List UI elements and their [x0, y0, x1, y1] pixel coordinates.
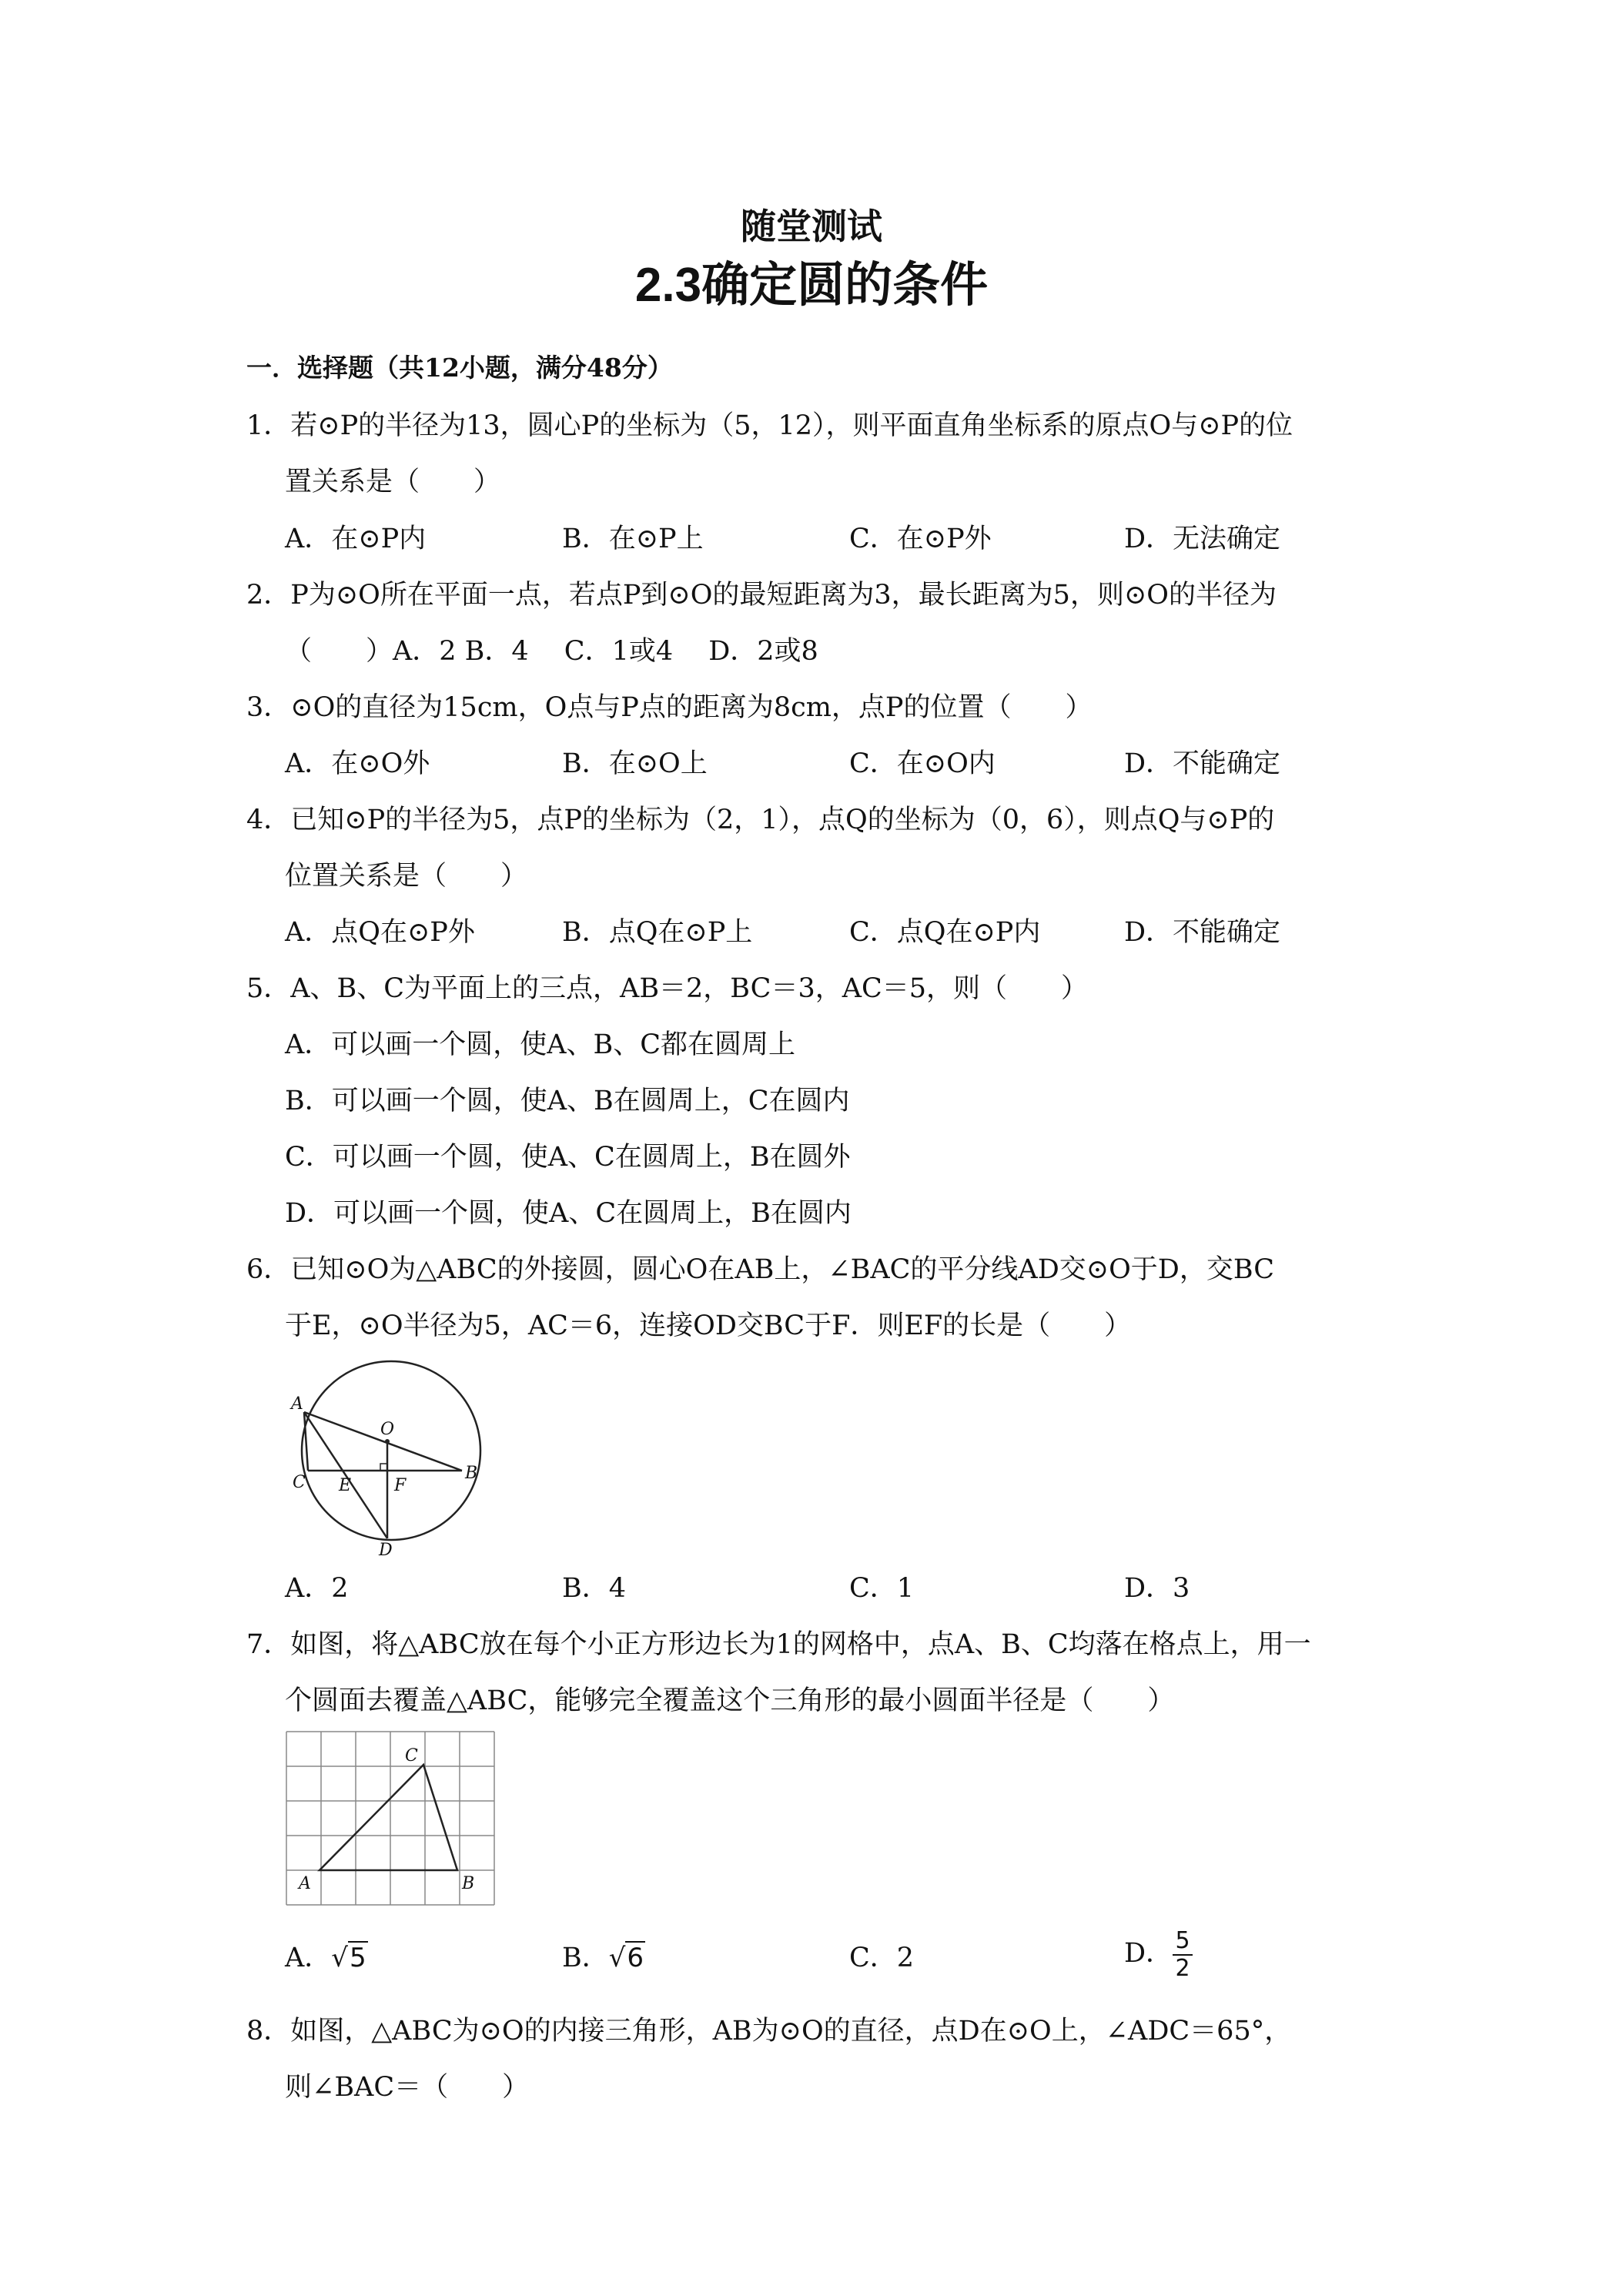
- question-4-option-d: D．不能确定: [1124, 917, 1281, 948]
- question-7-option-c: C．2: [849, 1943, 915, 1973]
- question-2-line-1: 2．P为⊙O所在平面一点，若点P到⊙O的最短距离为3，最长距离为5，则⊙O的半径为: [246, 580, 1277, 611]
- sqrt-5-radicand: 5: [349, 1943, 366, 1973]
- question-3-option-b: B．在⊙O上: [562, 748, 708, 779]
- label-a: A: [291, 1394, 303, 1414]
- sqrt-5: √5: [331, 1943, 366, 1973]
- question-4-option-c: C．点Q在⊙P内: [849, 917, 1041, 948]
- fraction-5-2: [1173, 1929, 1193, 1980]
- question-6-option-c: C．1: [849, 1573, 915, 1604]
- question-8-line-1: 8．如图，△ABC为⊙O的内接三角形，AB为⊙O的直径，点D在⊙O上，∠ADC＝65°，: [246, 2016, 1292, 2047]
- label-e: E: [339, 1476, 352, 1495]
- question-5-option-b: B．可以画一个圆，使A、B在圆周上，C在圆内: [285, 1086, 850, 1116]
- question-5-option-a: A．可以画一个圆，使A、B、C都在圆周上: [285, 1029, 796, 1060]
- segment-ad: [304, 1412, 387, 1538]
- option-a-label: A．: [285, 1943, 332, 1973]
- label-d: D: [379, 1541, 393, 1560]
- question-7-option-d: [1124, 1929, 1193, 1980]
- question-6-option-a: A．2: [285, 1573, 349, 1604]
- question-3-option-c: C．在⊙O内: [849, 748, 996, 779]
- sqrt-6-radicand: 6: [627, 1943, 644, 1973]
- question-1-option-c: C．在⊙P外: [849, 524, 992, 554]
- question-1-option-a: A．在⊙P内: [285, 524, 427, 554]
- question-6-option-d: D．3: [1124, 1573, 1190, 1604]
- fraction-numerator: 5: [1175, 1927, 1190, 1954]
- question-3-option-a: A．在⊙O外: [285, 748, 430, 779]
- question-1-line-1: 1．若⊙P的半径为13，圆心P的坐标为（5，12），则平面直角坐标系的原点O与⊙P的位: [246, 410, 1293, 441]
- question-8-line-2: 则∠BAC＝（ ）: [285, 2072, 530, 2103]
- question-4-option-b: B．点Q在⊙P上: [562, 917, 753, 948]
- page-title: 2.3确定圆的条件: [634, 259, 989, 312]
- label-f: F: [394, 1476, 407, 1495]
- label-c: C: [293, 1473, 306, 1492]
- sqrt-6: √6: [608, 1943, 644, 1973]
- question-7-line-1: 7．如图，将△ABC放在每个小正方形边长为1的网格中，点A、B、C均落在格点上，用一: [246, 1629, 1311, 1660]
- question-4-option-a: A．点Q在⊙P外: [285, 917, 475, 948]
- question-4-line-2: 位置关系是（ ）: [285, 861, 528, 892]
- question-6-option-b: B．4: [562, 1573, 626, 1604]
- label-a: A: [299, 1874, 311, 1893]
- grid-figure: [285, 1730, 494, 1909]
- question-6-line-1: 6．已知⊙O为△ABC的外接圆，圆心O在AB上，∠BAC的平分线AD交⊙O于D，交BC: [246, 1254, 1274, 1285]
- question-3-option-d: D．不能确定: [1124, 748, 1281, 779]
- section-heading: 一．选择题（共12小题，满分48分）: [246, 353, 673, 383]
- question-5-line-1: 5．A、B、C为平面上的三点，AB＝2，BC＝3，AC＝5，则（ ）: [246, 973, 1089, 1004]
- label-o: O: [380, 1420, 395, 1439]
- triangle-abc: [320, 1765, 457, 1870]
- question-7-line-2: 个圆面去覆盖△ABC，能够完全覆盖这个三角形的最小圆面半径是（ ）: [285, 1685, 1175, 1716]
- label-b: B: [462, 1874, 475, 1893]
- question-5-option-d: D．可以画一个圆，使A、C在圆周上，B在圆内: [285, 1198, 852, 1229]
- option-b-label: B．: [562, 1943, 609, 1973]
- fraction-denominator: 2: [1175, 1954, 1190, 1982]
- question-6-line-2: 于E，⊙O半径为5，AC＝6，连接OD交BC于F．则EF的长是（ ）: [285, 1310, 1132, 1341]
- question-7-option-b: [562, 1936, 645, 1975]
- option-d-label: D．: [1124, 1938, 1173, 1969]
- question-1-line-2: 置关系是（ ）: [285, 467, 501, 497]
- center-point: [385, 1439, 390, 1444]
- right-angle-mark: [380, 1464, 387, 1471]
- question-5-option-c: C．可以画一个圆，使A、C在圆周上，B在圆外: [285, 1142, 851, 1173]
- page-supertitle: 随堂测试: [741, 206, 882, 247]
- label-c: C: [405, 1746, 418, 1766]
- question-3-line-1: 3．⊙O的直径为15cm，O点与P点的距离为8cm，点P的位置（ ）: [246, 692, 1093, 723]
- circle-figure: [285, 1357, 493, 1560]
- question-1-option-b: B．在⊙P上: [562, 524, 704, 554]
- question-2-line-2: （ ）A．2 B．4 C．1或4 D．2或8: [285, 636, 818, 667]
- question-4-line-1: 4．已知⊙P的半径为5，点P的坐标为（2，1），点Q的坐标为（0，6），则点Q与⊙P的: [246, 805, 1275, 835]
- question-1-option-d: D．无法确定: [1124, 524, 1281, 554]
- question-7-option-a: [285, 1936, 368, 1975]
- label-b: B: [465, 1464, 478, 1483]
